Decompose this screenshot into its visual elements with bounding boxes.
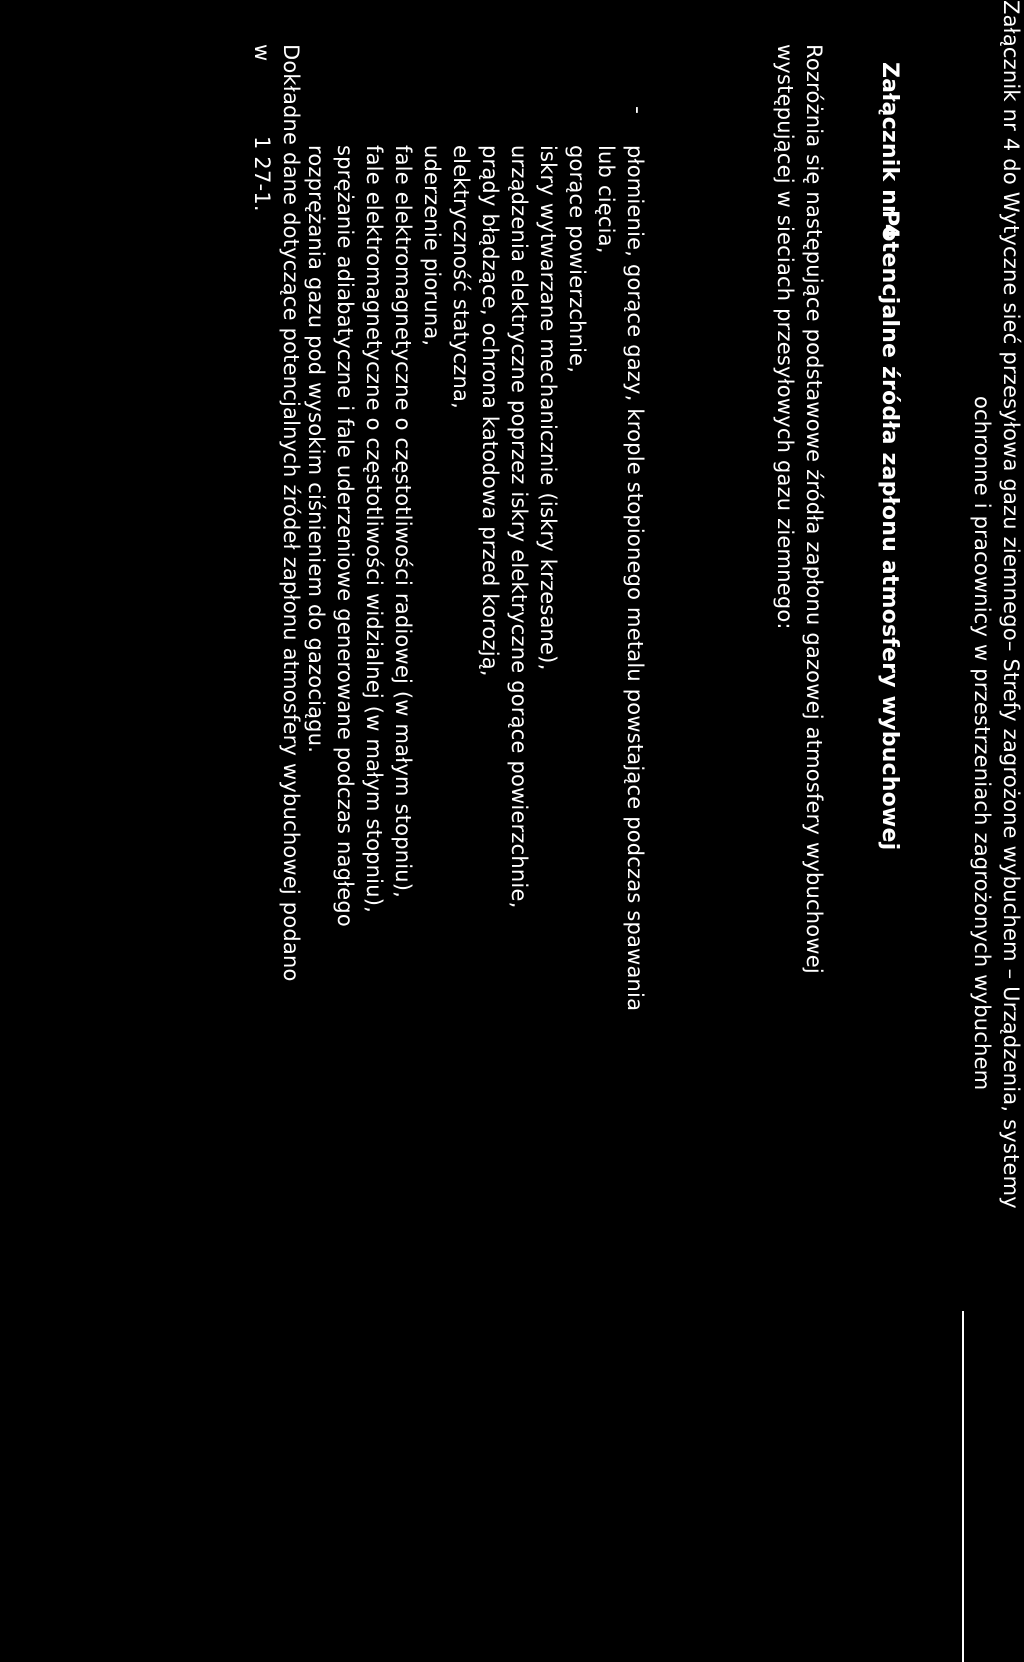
footer-line-2b: 1 27-1. bbox=[250, 136, 274, 212]
list-item: sprężanie adiabatyczne i fale uderzeniowe generowane podczas nagłego bbox=[333, 145, 357, 927]
header-line-2: ochronne i pracownicy w przestrzeniach zagrożonych wybuchem bbox=[970, 396, 994, 1091]
footer-line-2a: w bbox=[250, 44, 274, 62]
list-item: rozprężania gazu pod wysokim ciśnieniem do gazociągu. bbox=[304, 145, 328, 754]
list-item: lub cięcia, bbox=[594, 145, 618, 254]
footer-line-1: Dokładne dane dotyczące potencjalnych źródeł zapłonu atmosfery wybuchowej podano bbox=[279, 44, 303, 982]
section-number: Załącznik nr 4 bbox=[877, 62, 902, 240]
list-item: fale elektromagnetyczne o częstotliwości widzialnej (w małym stopniu), bbox=[362, 145, 386, 913]
intro-line-1: Rozróżnia się następujące podstawowe źródła zapłonu gazowej atmosfery wybuchowej bbox=[802, 44, 826, 974]
list-item: prądy błądzące, ochrona katodowa przed korozją, bbox=[478, 145, 502, 677]
header-line-1: Załącznik nr 4 do Wytyczne sieć przesyłowa gazu ziemnego– Strefy zagrożone wybuchem – Urządzenia, systemy bbox=[999, 0, 1023, 1209]
section-title: Potencjalne źródła zapłonu atmosfery wybuchowej bbox=[877, 210, 902, 851]
header-rule bbox=[962, 1311, 964, 1662]
list-item: uderzenie pioruna, bbox=[420, 145, 444, 347]
list-item: elektryczność statyczna, bbox=[449, 145, 473, 409]
list-item: iskry wytwarzane mechanicznie (iskry krzesane), bbox=[536, 145, 560, 671]
list-item: urządzenia elektryczne poprzez iskry elektryczne gorące powierzchnie, bbox=[507, 145, 531, 909]
list-item: fale elektromagnetyczne o częstotliwości radiowej (w małym stopniu), bbox=[391, 145, 415, 899]
list-dash: - bbox=[625, 106, 650, 114]
intro-line-2: występującej w sieciach przesyłowych gazu ziemnego: bbox=[773, 44, 797, 630]
section-heading bbox=[876, 62, 902, 850]
list-item: płomienie, gorące gazy, krople stopionego metalu powstające podczas spawania bbox=[623, 145, 647, 1012]
list-item: gorące powierzchnie, bbox=[565, 145, 589, 374]
